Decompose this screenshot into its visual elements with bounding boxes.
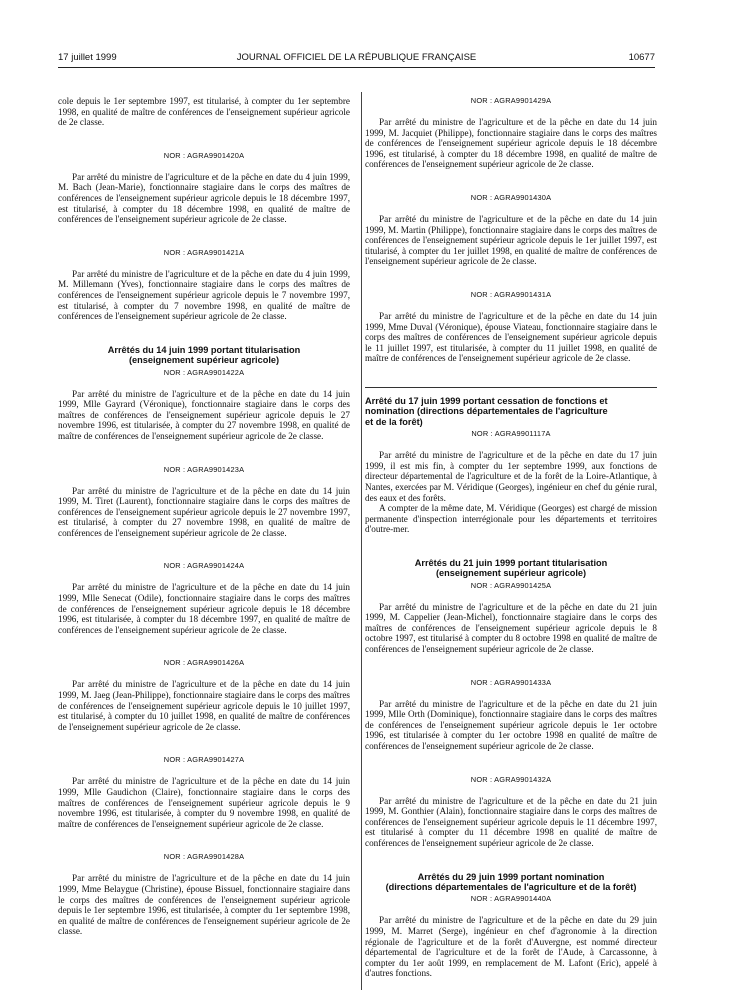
decree-text: Par arrêté du ministre de l'agriculture et de la pêche en date du 4 juin 1999, M. Bach (Jean-Marie), fonctionnaire stagiaire dans le corps des maîtres de conférences de l'enseignement supérieur agricole depuis le 18 décembre 1997, est titularisé, à compter du 18 décembre 1998, en qualité de maître de conférences de l'enseignement supérieur agricole de 2e classe. [58, 171, 350, 225]
decree-block [365, 193, 657, 267]
decree-block [365, 894, 657, 979]
nor-reference: NOR : AGRA9901428A [163, 852, 245, 862]
intro-paragraph: cole depuis le 1er septembre 1997, est titularisé, à compter du 1er septembre 1998, en qualité de maître de conférences de l'enseignement supérieur agricole de 2e classe. [58, 96, 350, 128]
decree-text: Par arrêté du ministre de l'agriculture et de la pêche en date du 21 juin 1999, M. Cappelier (Jean-Michel), fonctionnaire stagiaire dans le corps des maîtres de conférences de l'enseignement supérieur agricole depuis le 8 octobre 1997, est titularisé à compter du 8 octobre 1998 en qualité de maître de conférences de l'enseignement supérieur agricole de 2e classe. [365, 601, 657, 655]
left-column [58, 96, 350, 960]
decree-block [365, 581, 657, 655]
section-heading-line: Arrêté du 17 juin 1999 portant cessation de fonctions et [365, 395, 608, 406]
section-heading-line: Arrêtés du 14 juin 1999 portant titularisation [107, 344, 301, 355]
section-heading [58, 345, 350, 366]
decree-block [58, 658, 350, 732]
decree-block [365, 678, 657, 752]
decree-block [58, 561, 350, 635]
nor-reference: NOR : AGRA9901429A [470, 96, 552, 105]
journal-title: JOURNAL OFFICIEL DE LA RÉPUBLIQUE FRANÇAISE [236, 52, 477, 63]
decree-block [58, 465, 350, 539]
column-divider [361, 92, 362, 990]
decree-block [58, 248, 350, 322]
nor-reference: NOR : AGRA9901421A [163, 247, 245, 257]
decree-text: Par arrêté du ministre de l'agriculture et de la pêche en date du 14 juin 1999, Mme Belaygue (Christine), épouse Bissuel, fonctionnaire stagiaire dans le corps des maîtres de conférences de l'enseignement supérieur agricole depuis le 1er septembre 1996, est titularisée, à compter du 1er septembre 1998, en qualité de maître de conférences de l'enseignement supérieur agricole de 2e classe. [58, 873, 350, 937]
section-heading-line: Arrêtés du 21 juin 1999 portant titularisation [414, 557, 608, 568]
decree-text: Par arrêté du ministre de l'agriculture et de la pêche en date du 14 juin 1999, Mme Duval (Véronique), épouse Viateau, fonctionnaire stagiaire dans le corps des maîtres de conférences de l'enseignement supérieur agricole depuis le 11 juillet 1997, est titularisée, à compter du 11 juillet 1998, en qualité de maître de conférences de l'enseignement supérieur agricole de 2e classe. [365, 310, 657, 364]
section-heading-line: nomination (directions départementales de l'agriculture [365, 406, 608, 417]
decree-text: Par arrêté du ministre de l'agriculture et de la pêche en date du 17 juin 1999, il est mis fin, à compter du 1er septembre 1999, aux fonctions de directeur départemental de l'agriculture et de la forêt de la Loire-Atlantique, à Nantes, exercées par M. Véridique (Georges), ingénieur en chef du génie rural, des eaux et des forêts. [365, 450, 657, 503]
nor-reference: NOR : AGRA9901440A [470, 894, 552, 904]
decree-text: Par arrêté du ministre de l'agriculture et de la pêche en date du 14 juin 1999, M. Martin (Philippe), fonctionnaire stagiaire dans le corps des maîtres de conférences de l'enseignement supérieur agricole depuis le 1er juillet 1997, est titularisé, à compter du 1er juillet 1998, en qualité de maître de conférences de l'enseignement supérieur agricole de 2e classe. [365, 213, 657, 267]
nor-reference: NOR : AGRA9901432A [470, 774, 552, 784]
decree-text: A compter de la même date, M. Véridique (Georges) est chargé de mission permanente d'inspection interrégionale pour les départements et territoires d'outre-mer. [365, 503, 657, 535]
section-heading [365, 396, 657, 427]
nor-reference: NOR : AGRA9901422A [163, 367, 245, 377]
decree-block [58, 368, 350, 442]
section-heading [365, 558, 657, 579]
header-date: 17 juillet 1999 [58, 52, 117, 63]
nor-reference: NOR : AGRA9901424A [163, 561, 245, 571]
decree-text: Par arrêté du ministre de l'agriculture et de la pêche en date du 14 juin 1999, Mlle Gayrard (Véronique), fonctionnaire stagiaire dans le corps des maîtres de conférences de l'enseignement supérieur agricole depuis le 27 novembre 1996, est titularisée, à compter du 27 novembre 1998, en qualité de maître de conférences de l'enseignement supérieur agricole de 2e classe. [58, 388, 350, 441]
decree-block [365, 290, 657, 364]
nor-reference: NOR : AGRA9901423A [163, 464, 245, 474]
intro-block [58, 96, 350, 128]
decree-block [365, 429, 657, 535]
section-heading-line: et de la forêt) [365, 416, 423, 427]
decree-block [58, 151, 350, 225]
nor-reference: NOR : AGRA9901430A [470, 192, 552, 202]
section-heading-line: (enseignement supérieur agricole) [435, 568, 587, 579]
section-heading-line: Arrêtés du 29 juin 1999 portant nomination [417, 871, 605, 882]
header-rule [58, 67, 655, 68]
nor-reference: NOR : AGRA9901425A [470, 580, 552, 590]
decree-text: Par arrêté du ministre de l'agriculture et de la pêche en date du 14 juin 1999, M. Tiret (Laurent), fonctionnaire stagiaire dans le corps des maîtres de conférences de l'enseignement supérieur agricole depuis le 27 novembre 1997, est titularisé, à compter du 27 novembre 1998, en qualité de maître de conférences de l'enseignement supérieur agricole de 2e classe. [58, 485, 350, 538]
decree-text: Par arrêté du ministre de l'agriculture et de la pêche en date du 21 juin 1999, M. Gonthier (Alain), fonctionnaire stagiaire dans le corps des maîtres de conférences de l'enseignement supérieur agricole depuis le 11 décembre 1997, est titularisé à compter du 11 décembre 1998 en qualité de maître de conférences de l'enseignement supérieur agricole de 2e classe. [365, 795, 657, 848]
decree-text: Par arrêté du ministre de l'agriculture et de la pêche en date du 14 juin 1999, Mlle Gaudichon (Claire), fonctionnaire stagiaire dans le corps des maîtres de conférences de l'enseignement supérieur agricole depuis le 9 novembre 1996, est titularisée, à compter du 9 novembre 1998, en qualité de maître de conférences de l'enseignement supérieur agricole de 2e classe. [58, 776, 350, 829]
section-heading [365, 872, 657, 893]
page-header [58, 52, 655, 68]
decree-text: Par arrêté du ministre de l'agriculture et de la pêche en date du 4 juin 1999, M. Millemann (Yves), fonctionnaire stagiaire dans le corps des maîtres de conférences de l'enseignement supérieur agricole depuis le 7 novembre 1997, est titularisé, à compter du 7 novembre 1998, en qualité de maître de conférences de l'enseignement supérieur agricole de 2e classe. [58, 268, 350, 322]
decree-text: Par arrêté du ministre de l'agriculture et de la pêche en date du 14 juin 1999, M. Jaeg (Jean-Philippe), fonctionnaire stagiaire dans le corps des maîtres de conférences de l'enseignement supérieur agricole depuis le 10 juillet 1997, est titularisé, à compter du 10 juillet 1998, en qualité de maître de conférences de l'enseignement supérieur agricole de 2e classe. [58, 679, 350, 732]
decree-text: Par arrêté du ministre de l'agriculture et de la pêche en date du 21 juin 1999, Mlle Orth (Dominique), fonctionnaire stagiaire dans le corps des maîtres de conférences de l'enseignement supérieur agricole depuis le 1er octobre 1996, est titularisée à compter du 1er octobre 1998 en qualité de maître de conférences de l'enseignement supérieur agricole de 2e classe. [365, 698, 657, 752]
decree-text: Par arrêté du ministre de l'agriculture et de la pêche en date du 14 juin 1999, M. Jacquiet (Philippe), fonctionnaire stagiaire dans le corps des maîtres de conférences de l'enseignement supérieur agricole depuis le 18 décembre 1996, est titularisé, à compter du 18 décembre 1998, en qualité de maître de conférences de l'enseignement supérieur agricole de 2e classe. [365, 117, 657, 170]
right-column [365, 96, 657, 1002]
section-heading-line: (directions départementales de l'agriculture et de la forêt) [385, 882, 637, 892]
nor-reference: NOR : AGRA9901427A [163, 755, 245, 765]
nor-reference: NOR : AGRA9901431A [470, 289, 552, 299]
decree-text: Par arrêté du ministre de l'agriculture et de la pêche en date du 29 juin 1999, M. Marret (Serge), ingénieur en chef d'agronomie à la direction régionale de l'agriculture et de la forêt d'Auvergne, est nommé directeur départemental de l'agriculture et de la forêt de l'Aude, à Carcassonne, à compter du 1er août 1999, en remplacement de M. Lafont (Eric), appelé à d'autres fonctions. [365, 915, 657, 979]
section-rule [365, 387, 657, 388]
nor-reference: NOR : AGRA9901433A [470, 677, 552, 687]
decree-block [365, 775, 657, 849]
nor-reference: NOR : AGRA9901420A [163, 150, 245, 160]
nor-reference: NOR : AGRA9901426A [163, 658, 245, 668]
decree-block [365, 96, 657, 170]
decree-text: Par arrêté du ministre de l'agriculture et de la pêche en date du 14 juin 1999, Mlle Senecat (Odile), fonctionnaire stagiaire dans le corps des maîtres de conférences de l'enseignement supérieur agricole depuis le 18 décembre 1996, est titularisée, à compter du 18 décembre 1997, en qualité de maître de conférences de l'enseignement supérieur agricole de 2e classe. [58, 582, 350, 635]
decree-block [58, 755, 350, 829]
page-number: 10677 [628, 52, 655, 63]
decree-block [58, 852, 350, 937]
nor-reference: NOR : AGRA9901117A [471, 429, 551, 439]
section-heading-line: (enseignement supérieur agricole) [128, 355, 280, 366]
